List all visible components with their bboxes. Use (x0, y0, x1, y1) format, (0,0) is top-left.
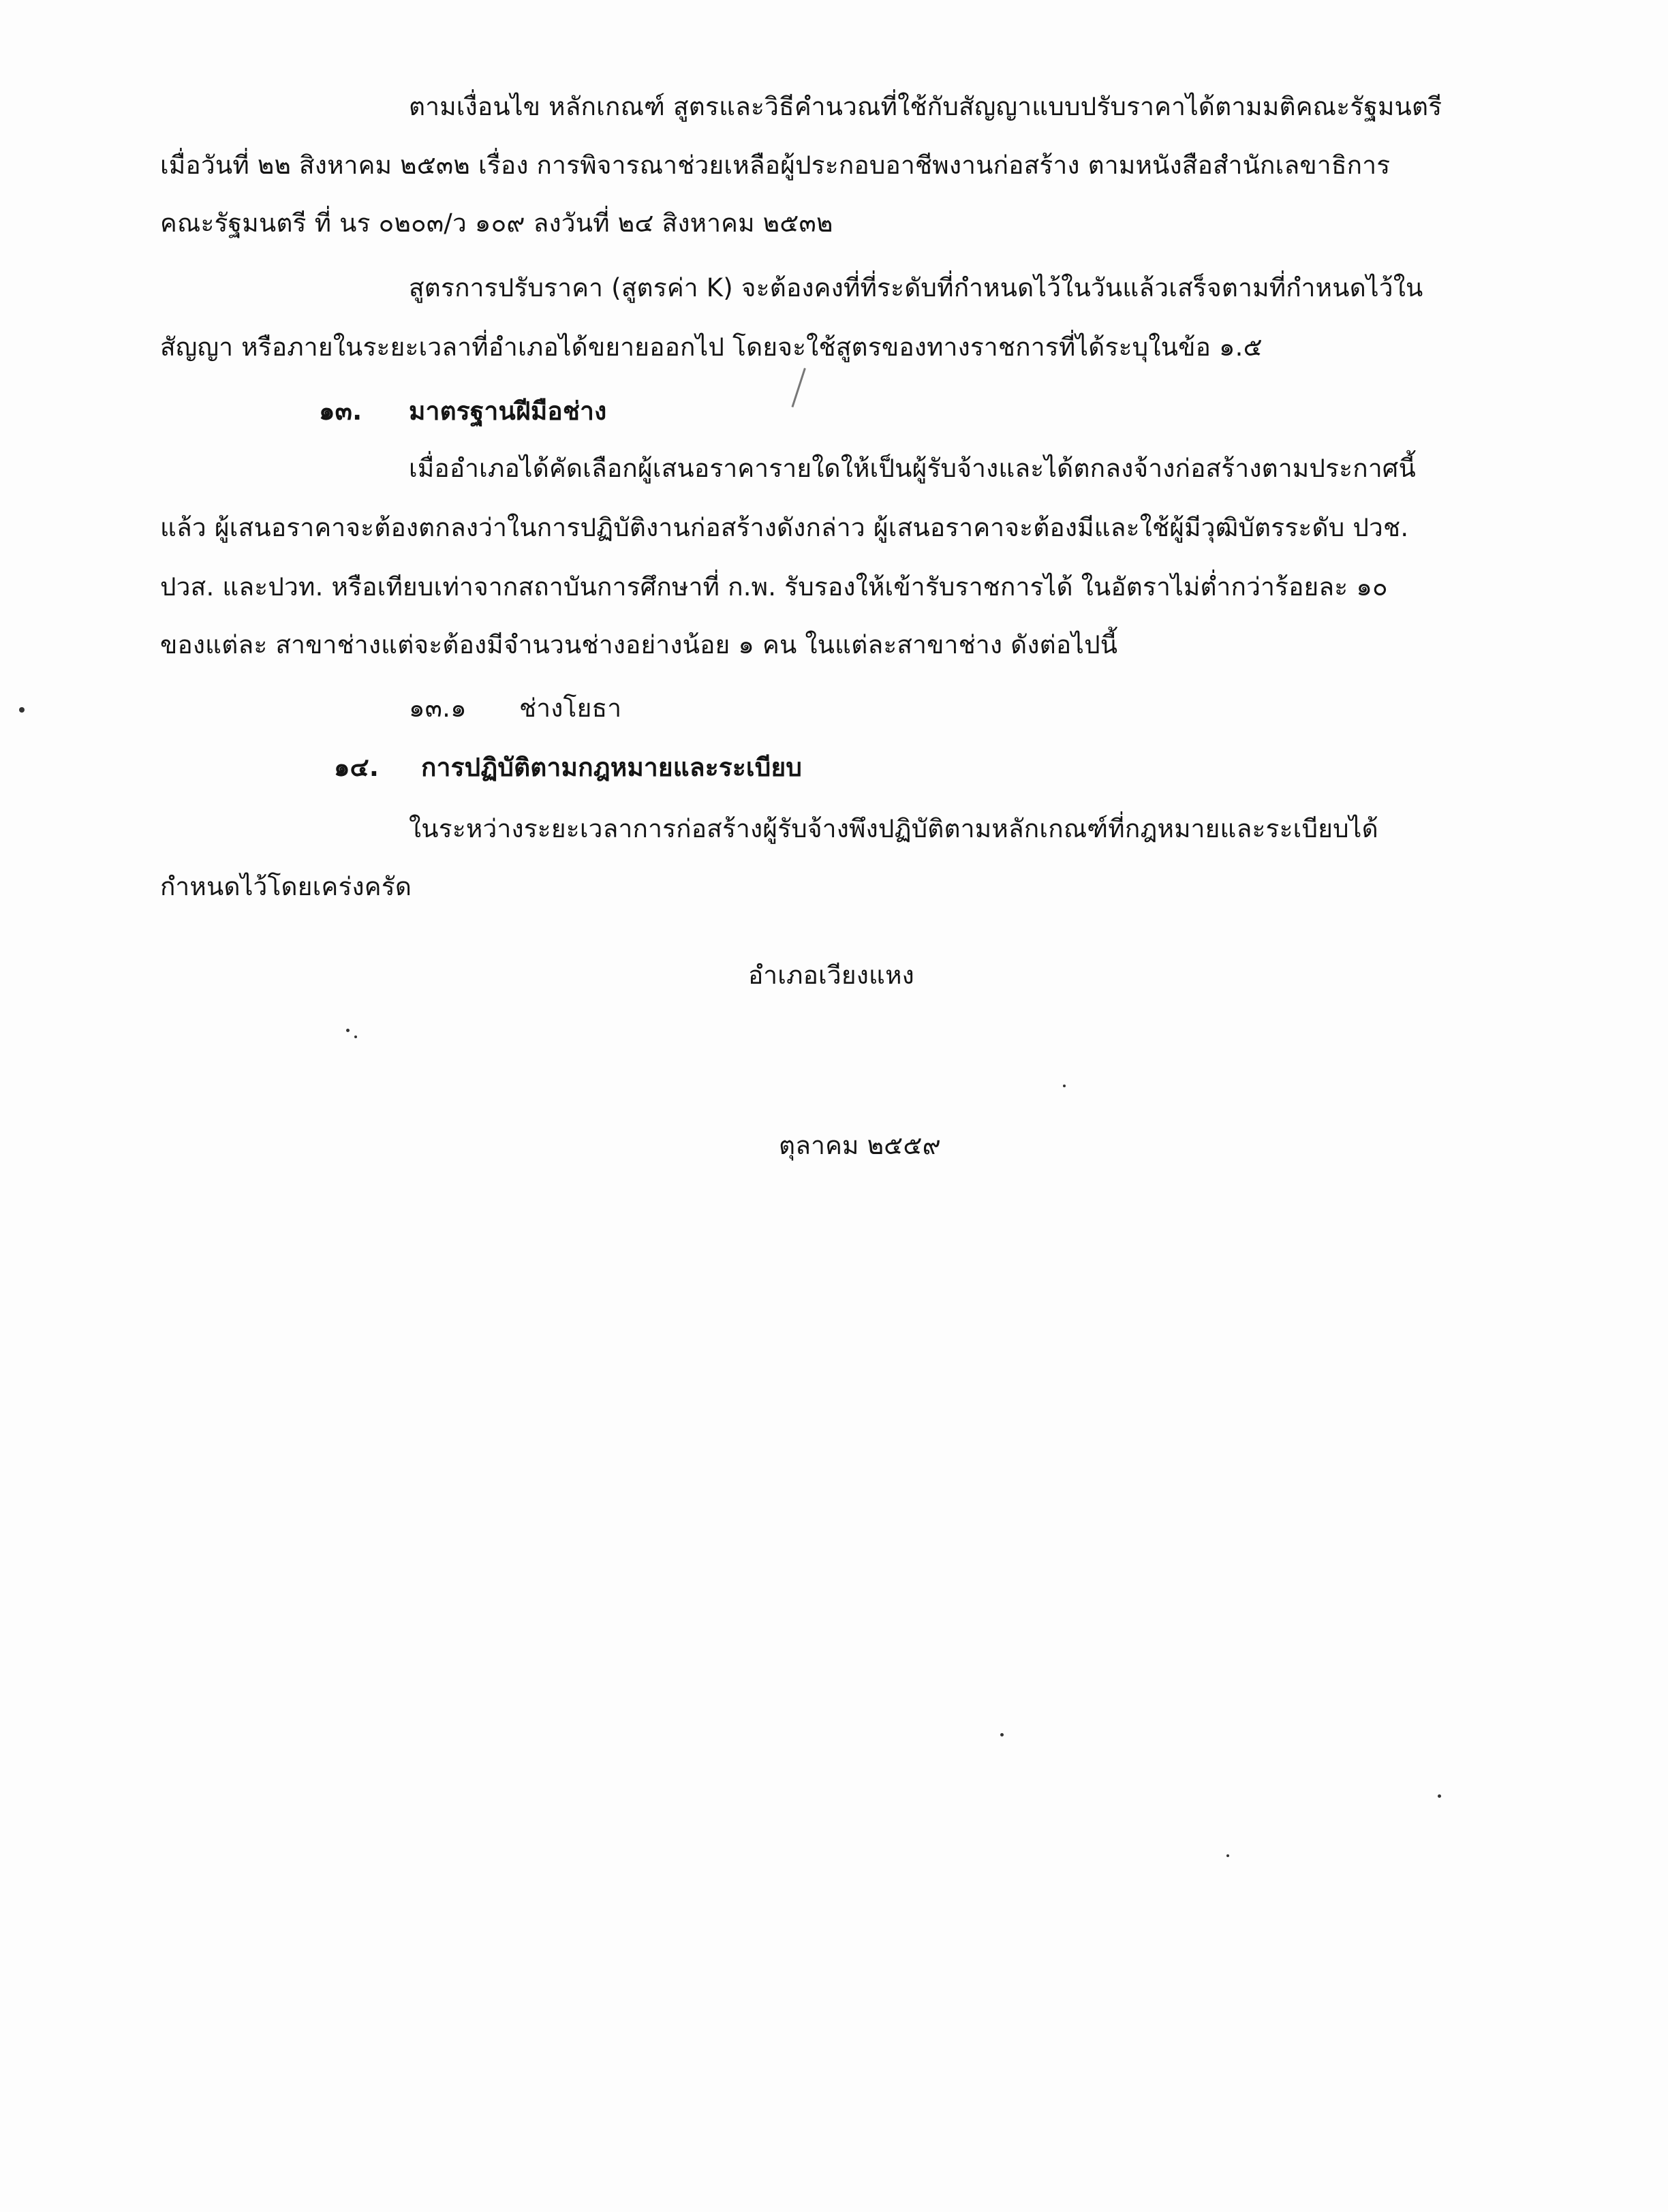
para2-line2: สัญญา หรือภายในระยะเวลาที่อำเภอได้ขยายออกไป โดยจะใช้สูตรของทางราชการที่ได้ระบุในข้อ ๑.๕ (160, 332, 1263, 362)
scan-artifact-speck (1438, 1794, 1441, 1798)
scan-artifact-speck (19, 707, 25, 713)
scan-artifact-speck (346, 1029, 350, 1032)
section13-number: ๑๓. (319, 396, 362, 426)
section13-1-label: ช่างโยธา (519, 694, 622, 723)
document-date: ตุลาคม ๒๕๕๙ (779, 1131, 941, 1160)
office-name: อำเภอเวียงแหง (748, 961, 914, 990)
para1-line2: เมื่อวันที่ ๒๒ สิงหาคม ๒๕๓๒ เรื่อง การพิจารณาช่วยเหลือผู้ประกอบอาชีพงานก่อสร้าง ตามหนังสือสำนักเลขาธิการ (160, 151, 1391, 180)
section13-line4: ของแต่ละ สาขาช่างแต่จะต้องมีจำนวนช่างอย่างน้อย ๑ คน ในแต่ละสาขาช่าง ดังต่อไปนี้ (160, 630, 1118, 659)
section13-line1: เมื่ออำเภอได้คัดเลือกผู้เสนอราคารายใดให้เป็นผู้รับจ้างและได้ตกลงจ้างก่อสร้างตามประกาศนี้ (409, 454, 1416, 483)
scan-artifact-speck (354, 1035, 357, 1038)
section13-title: มาตรฐานฝีมือช่าง (409, 396, 607, 426)
para1-line3: คณะรัฐมนตรี ที่ นร ๐๒๐๓/ว ๑๐๙ ลงวันที่ ๒๔ สิงหาคม ๒๕๓๒ (160, 208, 833, 238)
para1-line1: ตามเงื่อนไข หลักเกณฑ์ สูตรและวิธีคำนวณที่ใช้กับสัญญาแบบปรับราคาได้ตามมติคณะรัฐมนตรี (409, 92, 1442, 121)
section14-line2: กำหนดไว้โดยเคร่งครัด (160, 872, 412, 901)
para2-line1: สูตรการปรับราคา (สูตรค่า K) จะต้องคงที่ที่ระดับที่กำหนดไว้ในวันแล้วเสร็จตามที่กำหนดไว้ใน (409, 273, 1423, 302)
section14-number: ๑๔. (334, 753, 380, 782)
section14-title: การปฏิบัติตามกฎหมายและระเบียบ (421, 753, 803, 782)
section13-line2: แล้ว ผู้เสนอราคาจะต้องตกลงว่าในการปฏิบัติงานก่อสร้างดังกล่าว ผู้เสนอราคาจะต้องมีและใช้ผู้มีวุฒิบัตรระดับ ปวช. (160, 513, 1409, 542)
scan-artifact-stroke (791, 368, 805, 407)
section14-line1: ในระหว่างระยะเวลาการก่อสร้างผู้รับจ้างพึงปฏิบัติตามหลักเกณฑ์ที่กฎหมายและระเบียบได้ (409, 814, 1378, 843)
section13-1-number: ๑๓.๑ (409, 694, 467, 723)
section13-line3: ปวส. และปวท. หรือเทียบเท่าจากสถาบันการศึกษาที่ ก.พ. รับรองให้เข้ารับราชการได้ ในอัตราไม่ต่ำกว่าร้อยละ ๑๐ (160, 572, 1388, 602)
scan-artifact-speck (1063, 1085, 1066, 1087)
scan-artifact-speck (1226, 1854, 1229, 1857)
scan-artifact-speck (1000, 1733, 1004, 1736)
